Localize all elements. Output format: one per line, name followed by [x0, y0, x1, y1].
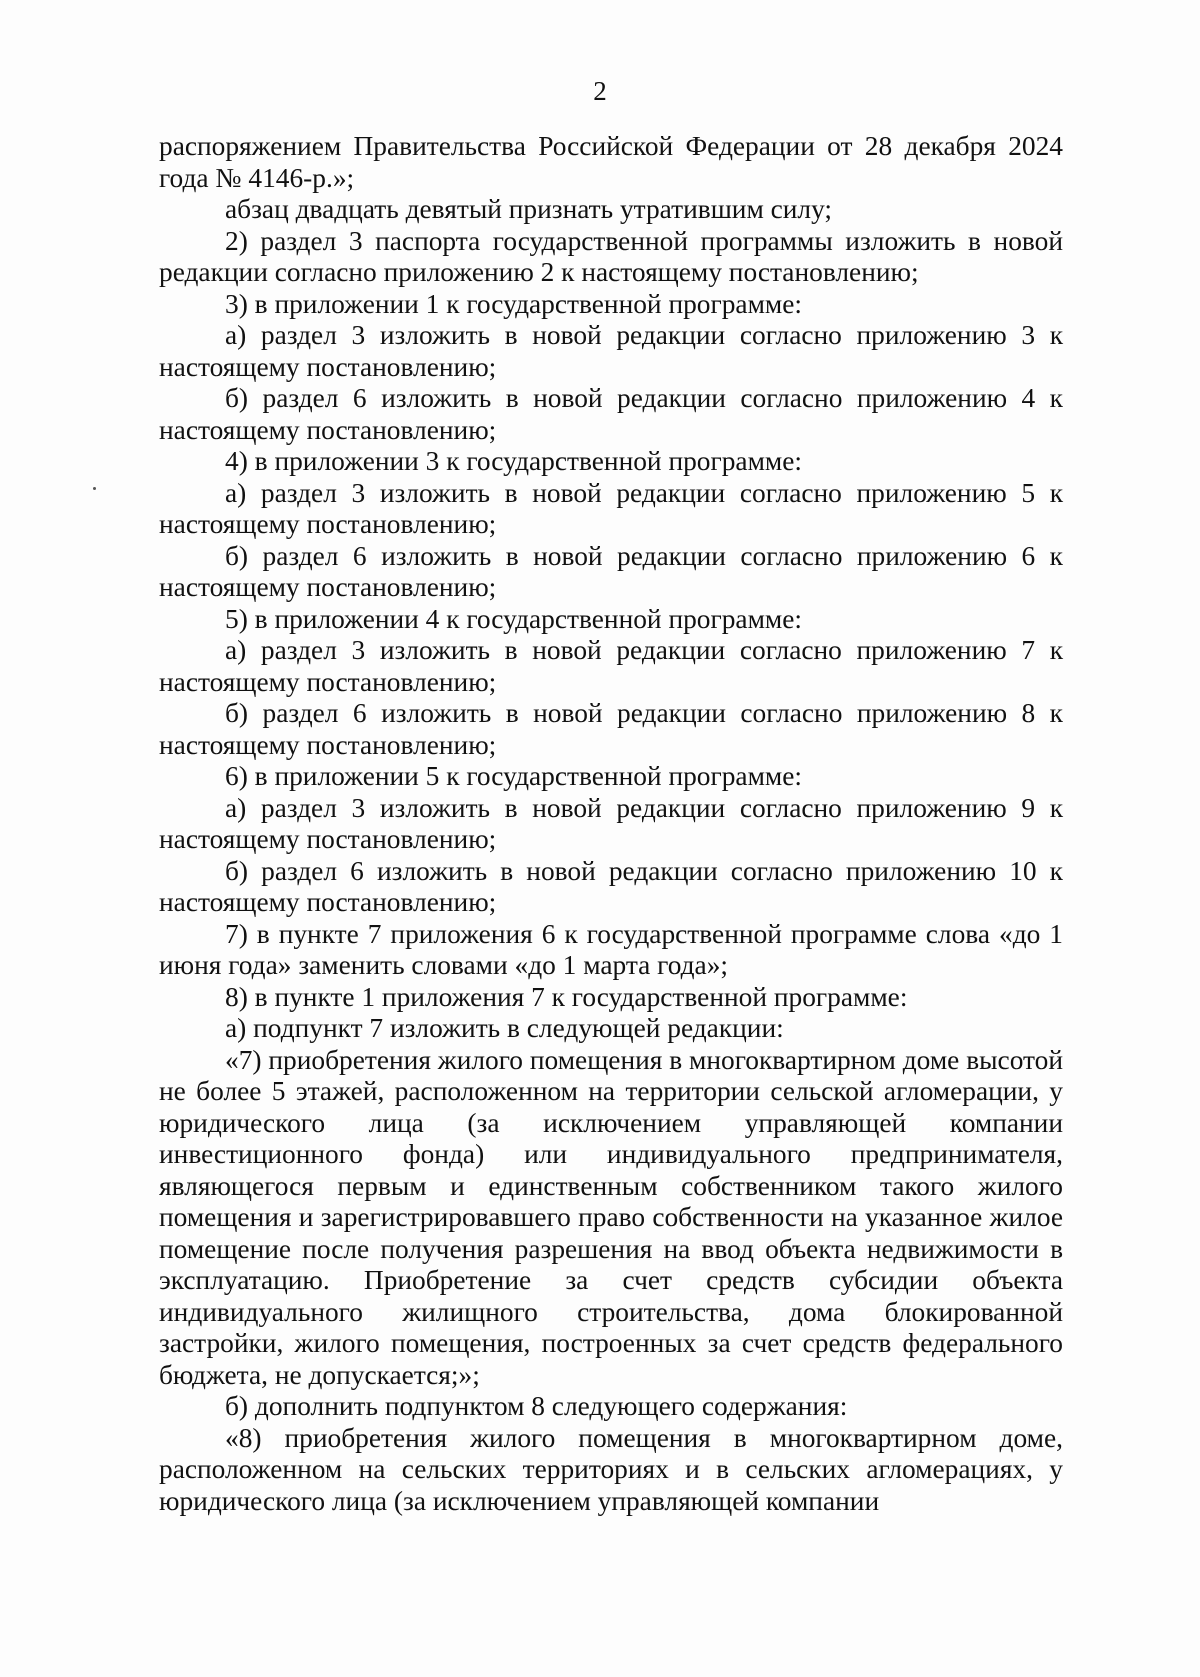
paragraph: 6) в приложении 5 к государственной программе: [225, 761, 803, 791]
document-body [159, 131, 1063, 1517]
scan-speck [93, 487, 96, 490]
paragraph: 3) в приложении 1 к государственной программе: [225, 288, 803, 319]
paragraph: а) подпункт 7 изложить в следующей редакции: [225, 1013, 784, 1043]
paragraph: абзац двадцать девятый признать утратившим силу; [225, 194, 833, 224]
paragraph: б) раздел 6 изложить в новой редакции согласно приложению 10 к настоящему постановлению; [159, 855, 1063, 917]
paragraph: а) раздел 3 изложить в новой редакции согласно приложению 9 к настоящему постановлению; [159, 792, 1063, 854]
paragraph: «7) приобретения жилого помещения в многоквартирном доме высотой не более 5 этажей, расположенном на территории сельской агломерации, у юридического лица (за исключением управляющей компании инвестиционного фонда) или индивидуального предпринимателя, являющегося первым и единственным собственником такого жилого помещения и зарегистрировавшего право собственности на указанное жилое помещение после получения разрешения на ввод объекта недвижимости в эксплуатацию. Приобретение за счет средств субсидии объекта индивидуального жилищного строительства, дома блокированной застройки, жилого помещения, построенных за счет средств федерального бюджета, не допускается;»; [159, 1044, 1063, 1390]
paragraph: б) раздел 6 изложить в новой редакции согласно приложению 6 к настоящему постановлению; [159, 540, 1063, 602]
paragraph: а) раздел 3 изложить в новой редакции согласно приложению 5 к настоящему постановлению; [159, 477, 1063, 539]
paragraph: 4) в приложении 3 к государственной программе: [225, 446, 803, 476]
paragraph: а) раздел 3 изложить в новой редакции согласно приложению 3 к настоящему постановлению; [159, 320, 1063, 382]
page-number: 2 [593, 76, 607, 106]
paragraph: 5) в приложении 4 к государственной программе: [225, 603, 803, 634]
paragraph: «8) приобретения жилого помещения в многоквартирном доме, расположенном на сельских территориях и в сельских агломерациях, у юридического лица (за исключением управляющей компании [159, 1422, 1063, 1516]
paragraph: а) раздел 3 изложить в новой редакции согласно приложению 7 к настоящему постановлению; [159, 635, 1063, 697]
paragraph: 7) в пункте 7 приложения 6 к государственной программе слова «до 1 июня года» заменить словами «до 1 марта года»; [159, 918, 1063, 980]
paragraph: б) дополнить подпунктом 8 следующего содержания: [225, 1391, 848, 1421]
paragraph: б) раздел 6 изложить в новой редакции согласно приложению 8 к настоящему постановлению; [159, 698, 1063, 760]
paragraph: б) раздел 6 изложить в новой редакции согласно приложению 4 к настоящему постановлению; [159, 383, 1063, 445]
paragraph: 2) раздел 3 паспорта государственной программы изложить в новой редакции согласно приложению 2 к настоящему постановлению; [159, 225, 1063, 287]
paragraph: 8) в пункте 1 приложения 7 к государственной программе: [225, 981, 908, 1012]
paragraph: распоряжением Правительства Российской Федерации от 28 декабря 2024 года № 4146-р.»; [159, 131, 1063, 193]
